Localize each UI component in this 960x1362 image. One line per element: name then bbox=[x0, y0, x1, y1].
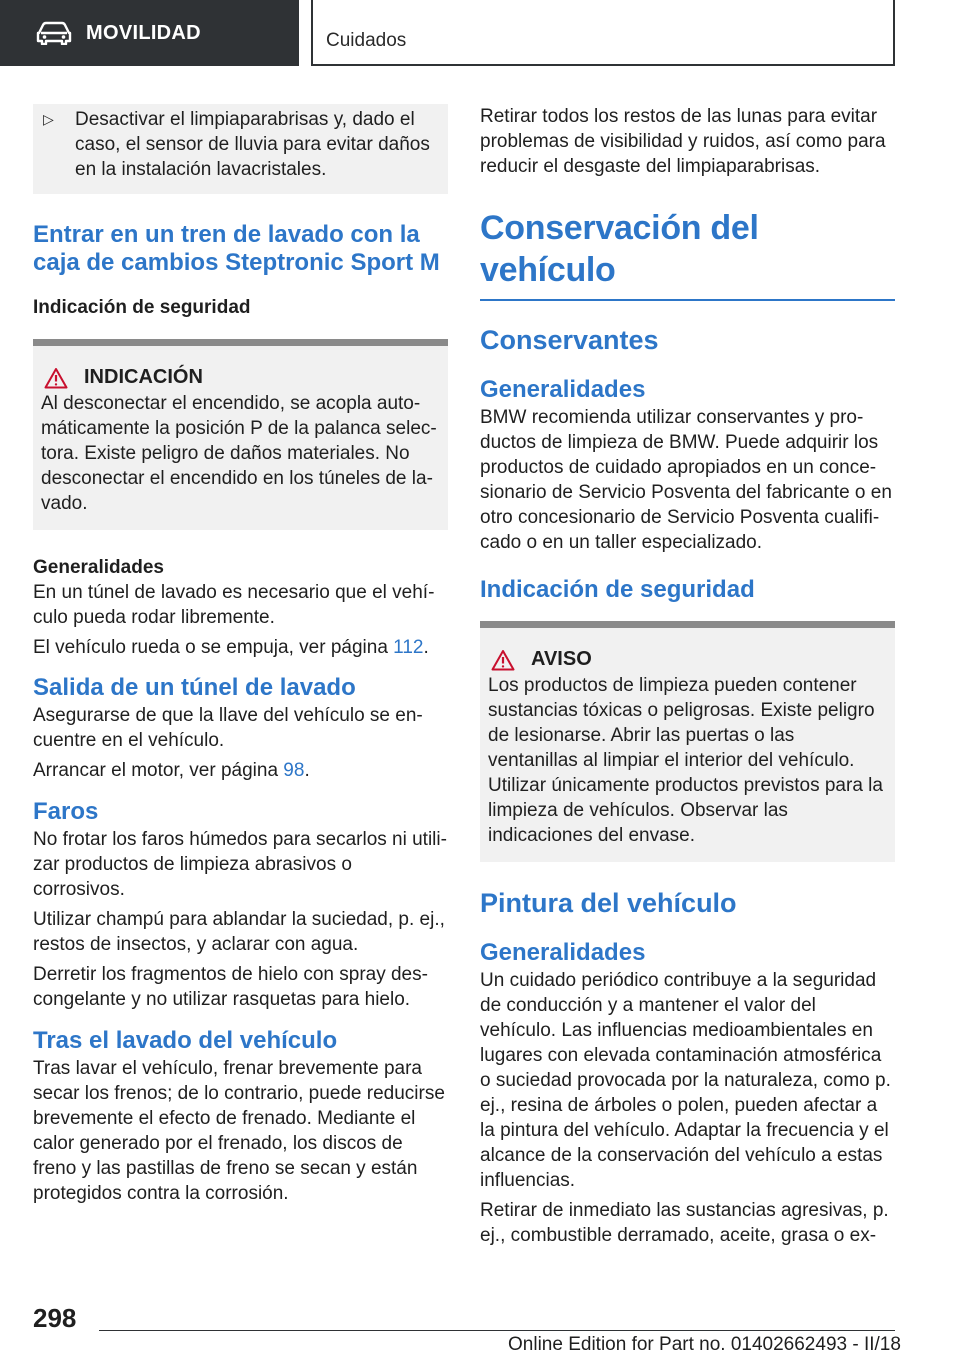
paragraph-faros-1: No frotar los faros húmedos para secarlos ni utilizar productos de limpieza abrasivos o corrosivos. bbox=[33, 829, 447, 900]
heading-rule bbox=[480, 299, 895, 301]
step-triangle-icon: ▷ bbox=[43, 111, 54, 127]
section-title: MOVILIDAD bbox=[86, 21, 201, 44]
warning-box-indicacion bbox=[33, 339, 448, 530]
heading-generalidades: Generalidades bbox=[33, 557, 164, 578]
header-divider bbox=[311, 0, 313, 66]
warning-triangle-icon bbox=[491, 649, 515, 671]
warning-box-aviso bbox=[480, 621, 895, 862]
warning-title: INDICACIÓN bbox=[84, 366, 203, 388]
paragraph-arrancar-text: Arrancar el motor, ver página bbox=[33, 760, 284, 781]
heading-tren-lavado: Entrar en un tren de lavado con la caja de cambios Steptronic Sport M bbox=[33, 221, 440, 276]
right-column bbox=[480, 104, 895, 1253]
heading-salida-tunel: Salida de un túnel de lavado bbox=[33, 674, 356, 701]
heading-conservacion-vehiculo: Conservación del vehículo bbox=[480, 209, 759, 289]
paragraph-bmw-recomienda: BMW recomienda utilizar conservantes y productos de limpieza de BMW. Puede adquirir los productos de cuidado apropiados en un concesionario de Servicio Posventa del fabricante o en otro concesionario de Servicio Posventa cualificado o en un taller especializado. bbox=[480, 407, 892, 553]
paragraph-retirar-restos: Retirar todos los restos de las lunas para evitar problemas de visibilidad y ruidos, así como para reducir el desgaste del limpiaparabrisas. bbox=[480, 106, 886, 177]
heading-generalidades-1: Generalidades bbox=[480, 376, 646, 403]
paragraph-tras-lavado: Tras lavar el vehículo, frenar brevemente para secar los frenos; de lo contrario, puede reducirse brevemente el efecto de frenado. Mediante el calor generado por el frenado, los discos de freno y las pastillas de freno se secan y están protegidos contra la corrosión. bbox=[33, 1058, 445, 1204]
page-link-112[interactable]: 112 bbox=[393, 637, 424, 658]
heading-faros: Faros bbox=[33, 798, 99, 825]
heading-pintura-vehiculo: Pintura del vehículo bbox=[480, 888, 737, 918]
paragraph-arrancar: Arrancar el motor, ver página 98. bbox=[33, 760, 310, 781]
paragraph-sustancias-agresivas: Retirar de inmediato las sustancias agresivas, p. ej., combustible derramado, aceite, grasa o ex- bbox=[480, 1200, 889, 1246]
paragraph-cuidado-periodico: Un cuidado periódico contribuye a la seguridad de conducción y a mantener el valor del vehículo. Las influencias medioambientales en lugares con elevada contaminación atmosférica o suciedad provocada por la naturaleza, como p. ej., resina de árboles o polen, pueden afectar a la pintura del vehículo. Adaptar la frecuencia y el alcance de la conservación del vehículo a estas influencias. bbox=[480, 970, 891, 1191]
header-border-right bbox=[893, 0, 895, 66]
paragraph-faros-2: Utilizar champú para ablandar la suciedad, p. ej., restos de insectos, y aclarar con agua. bbox=[33, 909, 445, 955]
edition-note: Online Edition for Part no. 01402662493 - II/18 bbox=[508, 1334, 901, 1355]
heading-conservantes: Conservantes bbox=[480, 325, 659, 355]
warning-title: AVISO bbox=[531, 648, 592, 670]
paragraph-tunel: En un túnel de lavado es necesario que el vehículo pueda rodar libremente. bbox=[33, 582, 435, 628]
page-link-98[interactable]: 98 bbox=[283, 760, 305, 781]
paragraph-faros-3: Derretir los fragmentos de hielo con spray descongelante y no utilizar rasquetas para hielo. bbox=[33, 964, 428, 1010]
header-border-bottom bbox=[311, 64, 895, 66]
paragraph-llave: Asegurarse de que la llave del vehículo se encuentre en el vehículo. bbox=[33, 705, 423, 751]
step-text: Desactivar el limpiaparabrisas y, dado el caso, el sensor de lluvia para evitar daños en la instalación lavacristales. bbox=[75, 109, 430, 180]
footer-rule bbox=[99, 1330, 895, 1331]
section-tab bbox=[0, 0, 299, 66]
warning-text: Al desconectar el encendido, se acopla automáticamente la posición P de la palanca selectora. Existe peligro de daños materiales. No desconectar el encendido en los túneles de lavado. bbox=[41, 393, 437, 514]
chapter-title: Cuidados bbox=[326, 30, 407, 51]
heading-generalidades-2: Generalidades bbox=[480, 939, 646, 966]
car-icon bbox=[36, 21, 72, 45]
heading-indicacion-seguridad: Indicación de seguridad bbox=[33, 297, 251, 318]
step-item bbox=[33, 104, 448, 194]
heading-tras-lavado: Tras el lavado del vehículo bbox=[33, 1027, 338, 1054]
page-number: 298 bbox=[33, 1303, 77, 1333]
paragraph-rueda-text: El vehículo rueda o se empuja, ver página bbox=[33, 637, 394, 658]
warning-triangle-icon bbox=[44, 367, 68, 389]
warning-text: Los productos de limpieza pueden contener sustancias tóxicas o peligrosas. Existe peligro de lesionarse. Abrir las puertas o las ventanillas al limpiar el interior del vehículo. Utilizar únicamente productos previstos para la limpieza de vehículos. Observar las indicaciones del envase. bbox=[488, 675, 883, 846]
left-column bbox=[33, 104, 448, 1211]
paragraph-rueda: El vehículo rueda o se empuja, ver página 112. bbox=[33, 637, 429, 658]
heading-indicacion-seguridad-2: Indicación de seguridad bbox=[480, 576, 755, 603]
